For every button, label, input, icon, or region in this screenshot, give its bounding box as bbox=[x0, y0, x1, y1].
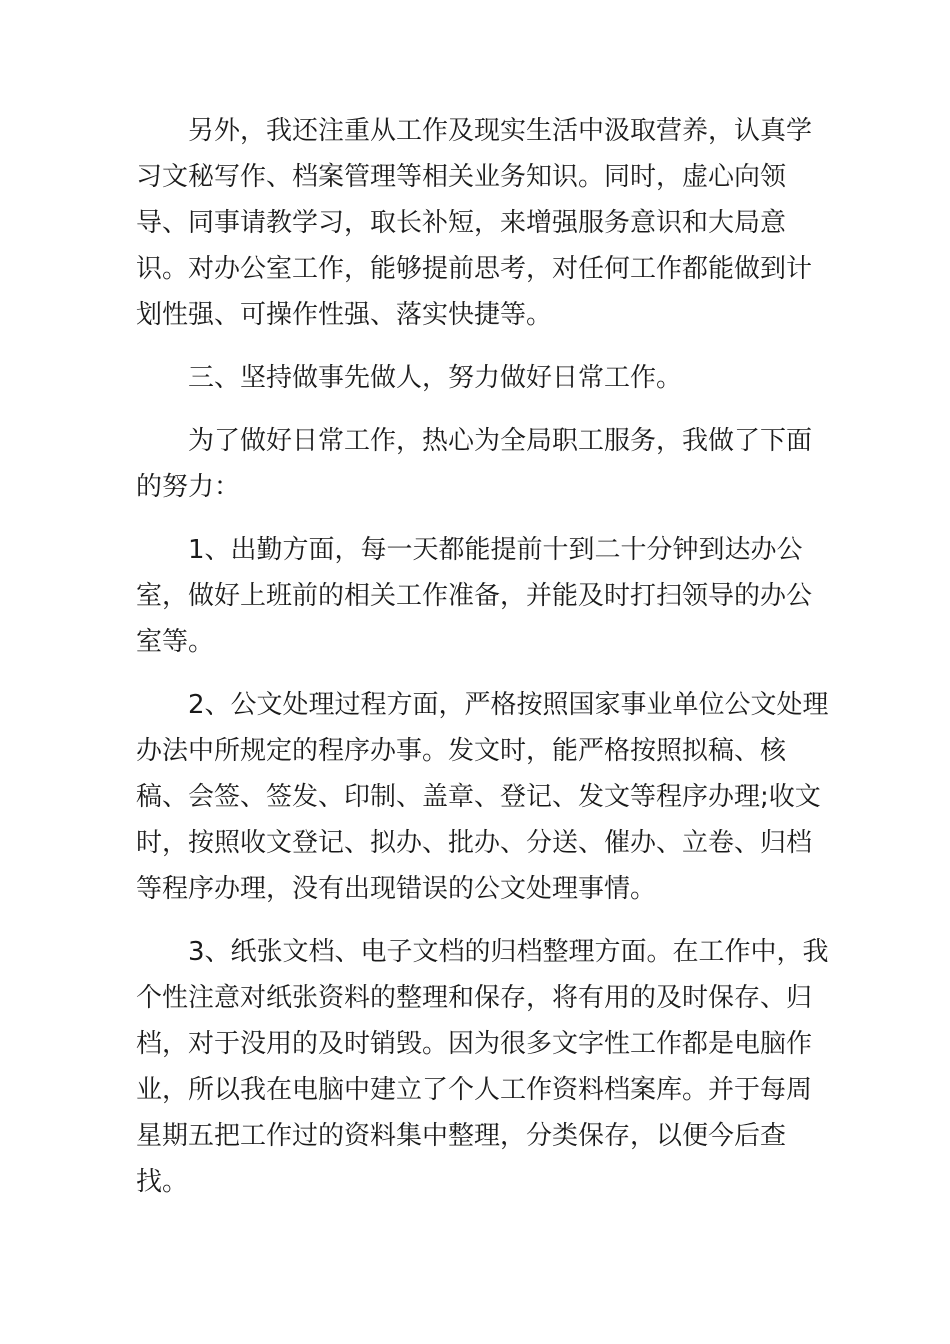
text-line: 的努力： bbox=[136, 472, 241, 502]
text-line: 时，按照收文登记、拟办、批办、分送、催办、立卷、归档 bbox=[136, 828, 813, 858]
text-line: 2、公文处理过程方面，严格按照国家事业单位公文处理 bbox=[188, 690, 829, 720]
text-line: 导、同事请教学习，取长补短，来增强服务意识和大局意 bbox=[136, 208, 787, 238]
text-line: 找。 bbox=[136, 1167, 189, 1197]
text-line: 星期五把工作过的资料集中整理，分类保存，以便今后查 bbox=[136, 1121, 787, 1151]
text-line: 为了做好日常工作，热心为全局职工服务，我做了下面 bbox=[188, 426, 813, 456]
heading-text: 三、坚持做事先做人，努力做好日常工作。 bbox=[188, 363, 683, 393]
list-item-1 bbox=[136, 527, 816, 665]
list-item-2 bbox=[136, 682, 829, 912]
paragraph-intro bbox=[136, 108, 816, 338]
text-line: 1、出勤方面，每一天都能提前十到二十分钟到达办公 bbox=[188, 535, 803, 565]
list-item-3 bbox=[136, 929, 829, 1205]
text-line: 室，做好上班前的相关工作准备，并能及时打扫领导的办公 bbox=[136, 581, 813, 611]
paragraph-effort-intro bbox=[136, 418, 816, 510]
text-line: 划性强、可操作性强、落实快捷等。 bbox=[136, 300, 553, 330]
section-heading-3 bbox=[136, 355, 816, 401]
text-line: 另外，我还注重从工作及现实生活中汲取营养，认真学 bbox=[188, 116, 813, 146]
text-line: 档，对于没用的及时销毁。因为很多文字性工作都是电脑作 bbox=[136, 1029, 813, 1059]
text-line: 业，所以我在电脑中建立了个人工作资料档案库。并于每周 bbox=[136, 1075, 813, 1105]
text-line: 习文秘写作、档案管理等相关业务知识。同时，虚心向领 bbox=[136, 162, 787, 192]
text-line: 3、纸张文档、电子文档的归档整理方面。在工作中，我 bbox=[188, 937, 829, 967]
text-line: 办法中所规定的程序办事。发文时，能严格按照拟稿、核 bbox=[136, 736, 787, 766]
text-line: 识。对办公室工作，能够提前思考，对任何工作都能做到计 bbox=[136, 254, 813, 284]
document-body bbox=[136, 108, 829, 1222]
text-line: 室等。 bbox=[136, 627, 215, 657]
text-line: 稿、会签、签发、印制、盖章、登记、发文等程序办理;收文 bbox=[136, 782, 821, 812]
text-line: 等程序办理，没有出现错误的公文处理事情。 bbox=[136, 874, 657, 904]
text-line: 个性注意对纸张资料的整理和保存，将有用的及时保存、归 bbox=[136, 983, 813, 1013]
